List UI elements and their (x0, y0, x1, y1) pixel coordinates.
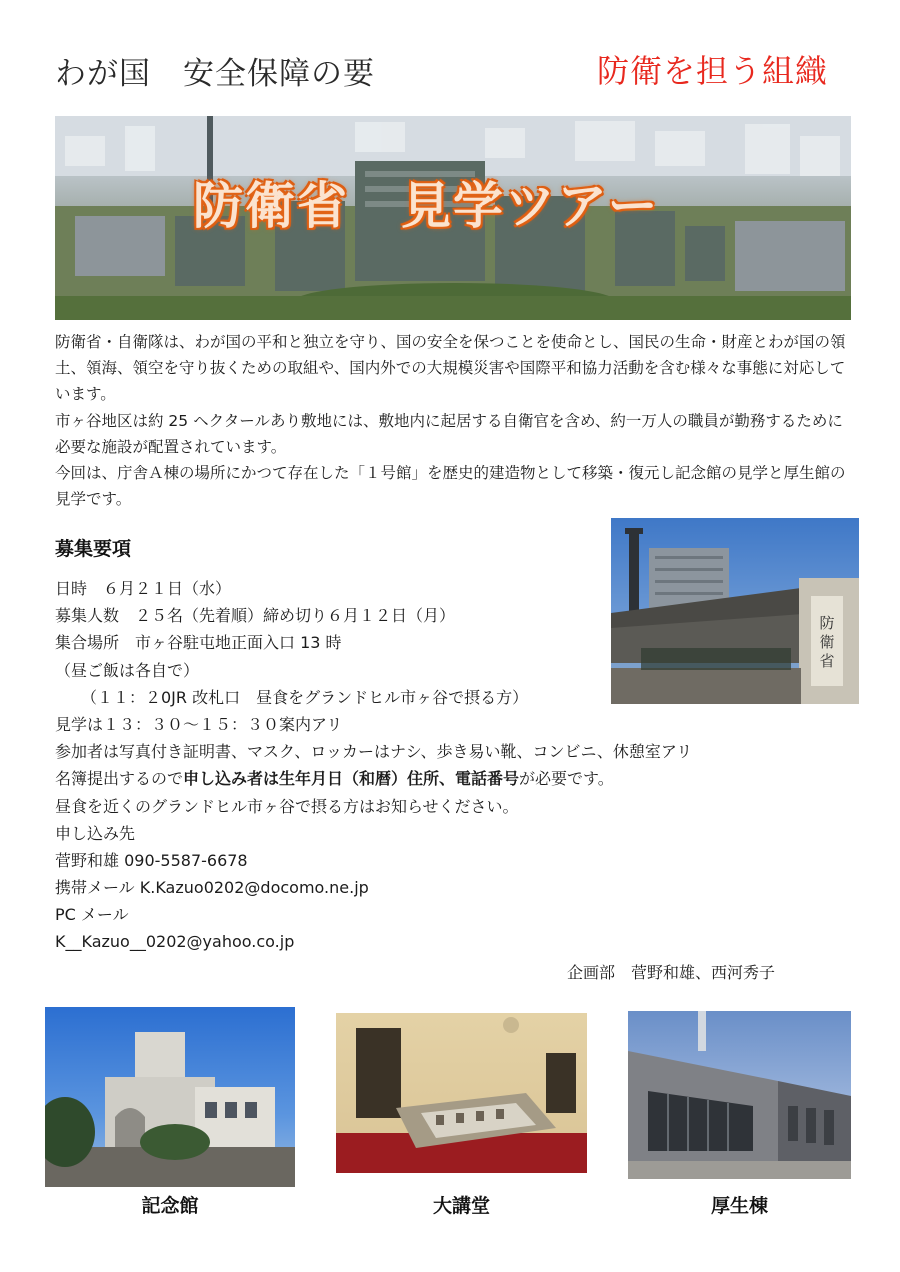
detail-lunch-option: （１１：２0JR 改札口 昼食をグランドヒル市ヶ谷で摂る方） (81, 687, 529, 707)
header-right-title: 防衛を担う組織 (597, 52, 829, 90)
notice-bold: 申し込み者は生年月日（和暦）住所、電話番号 (183, 769, 520, 789)
detail-meeting-place: 集合場所 市ヶ谷駐屯地正面入口 13 時 (55, 633, 342, 653)
auditorium-illustration (336, 1013, 587, 1173)
contact-pc-mail-label: PC メール (55, 905, 129, 925)
photo-auditorium (336, 1013, 587, 1173)
contact-name-phone: 菅野和雄 090-5587-6678 (55, 850, 248, 870)
detail-tour-time: 見学は１３：３０～１５：３０案内アリ (55, 714, 343, 734)
banner-aerial-photo (55, 116, 851, 320)
detail-lunch-inform: 昼食を近くのグランドヒル市ヶ谷で摂る方はお知らせください。 (55, 796, 519, 816)
caption-memorial-hall: 記念館 (141, 1195, 199, 1217)
contact-pc-mail: K__Kazuo__0202@yahoo.co.jp (55, 932, 295, 952)
intro-text (55, 329, 855, 512)
memorial-hall-illustration (45, 1007, 295, 1187)
organizer: 企画部 菅野和雄、西河秀子 (567, 963, 776, 982)
contact-mobile-mail: 携帯メール K.Kazuo0202@docomo.ne.jp (55, 878, 369, 898)
detail-capacity: 募集人数 ２５名（先着順）締め切り６月１２日（月） (55, 606, 456, 626)
caption-auditorium: 大講堂 (432, 1195, 490, 1217)
detail-notice (55, 765, 835, 792)
detail-lunch-note: （昼ご飯は各自で） (55, 660, 200, 680)
recruitment-details (55, 575, 835, 956)
intro-paragraph-2: 市ヶ谷地区は約 25 ヘクタールあり敷地には、敷地内に起居する自衛官を含め、約一万人の職員が勤務するために必要な施設が配置されています。 (55, 411, 843, 456)
caption-welfare-building: 厚生棟 (710, 1195, 768, 1217)
photo-memorial-hall (45, 1007, 295, 1187)
header-left-title: わが国 安全保障の要 (55, 56, 375, 92)
gate-sign-text: 防衛省 (819, 614, 835, 670)
detail-requirements: 参加者は写真付き証明書、マスク、ロッカーはナシ、歩き易い靴、コンビニ、休憩室アリ (55, 742, 693, 762)
detail-date: 日時 ６月２１日（水） (55, 579, 232, 598)
notice-suffix: が必要です。 (519, 769, 614, 789)
intro-paragraph-3: 今回は、庁舎Ａ棟の場所にかつて存在した「１号館」を歴史的建造物として移築・復元し記念館の見学と厚生館の見学です。 (55, 464, 846, 509)
recruitment-title: 募集要項 (55, 538, 132, 560)
intro-paragraph-1: 防衛省・自衛隊は、わが国の平和と独立を守り、国の安全を保つことを使命とし、国民の生命・財産とわが国の領土、領海、領空を守り抜くための取組や、国内外での大規模災害や国際平和協力活動を含む様々な事態に対応しています。 (55, 333, 846, 404)
apply-label: 申し込み先 (55, 823, 136, 843)
banner-title: 防衛省 見学ツアー (193, 177, 660, 235)
notice-prefix: 名簿提出するので (55, 769, 184, 789)
welfare-building-illustration (628, 1011, 851, 1179)
photo-welfare-building (628, 1011, 851, 1179)
